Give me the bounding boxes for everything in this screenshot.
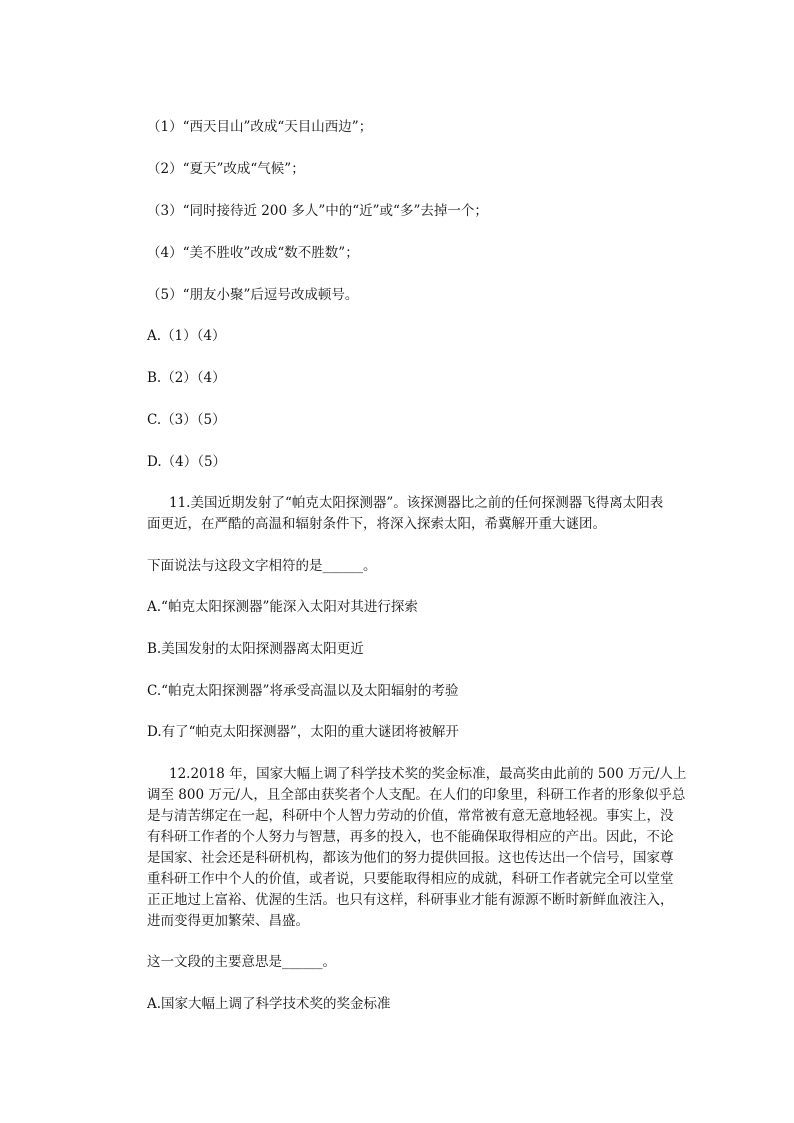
q10-choice-c: C.（3）（5） bbox=[147, 412, 226, 428]
q10-choice-a: A.（1）（4） bbox=[147, 328, 226, 344]
q12-stem-line-3: 是与清苦绑定在一起，科研中个人智力劳动的价值，常常被有意无意地轻视。事实上，没 bbox=[147, 808, 674, 824]
q11-choice-c: C.“帕克太阳探测器”将承受高温以及太阳辐射的考验 bbox=[147, 683, 459, 699]
q11-choice-a: A.“帕克太阳探测器”能深入太阳对其进行探索 bbox=[147, 599, 418, 615]
q11-choice-d: D.有了“帕克太阳探测器”，太阳的重大谜团将被解开 bbox=[147, 724, 459, 740]
q12-stem-line-7: 正正地过上富裕、优渥的生活。也只有这样，科研事业才能有源源不断时新鲜血液注入， bbox=[147, 892, 674, 908]
q12-stem-line-1: 12.2018 年，国家大幅上调了科学技术奖的奖金标准，最高奖由此前的 500 万元/人上 bbox=[169, 766, 687, 782]
q11-choice-b: B.美国发射的太阳探测器离太阳更近 bbox=[147, 641, 364, 657]
q12-prompt: 这一文段的主要意思是______。 bbox=[147, 954, 336, 970]
q12-choice-a: A.国家大幅上调了科学技术奖的奖金标准 bbox=[147, 996, 391, 1012]
q11-stem-line-2: 面更近，在严酷的高温和辐射条件下，将深入探索太阳，希冀解开重大谜团。 bbox=[147, 516, 606, 532]
q12-stem-line-8: 进而变得更加繁荣、昌盛。 bbox=[147, 913, 309, 929]
option-statement-3: （3）“同时接待近 200 多人”中的“近”或“多”去掉一个； bbox=[147, 203, 488, 219]
q12-stem-line-6: 重科研工作中个人的价值，或者说，只要能取得相应的成就，科研工作者就完全可以堂堂 bbox=[147, 871, 674, 887]
q10-choice-b: B.（2）（4） bbox=[147, 370, 226, 386]
q11-stem-line-1: 11.美国近期发射了“帕克太阳探测器”。该探测器比之前的任何探测器飞得离太阳表 bbox=[169, 495, 664, 511]
option-statement-4: （4）“美不胜收”改成“数不胜数”； bbox=[147, 245, 359, 261]
q10-choice-d: D.（4）（5） bbox=[147, 454, 227, 470]
q12-stem-line-2: 调至 800 万元/人，且全部由获奖者个人支配。在人们的印象里，科研工作者的形象似乎总 bbox=[147, 787, 686, 803]
q11-prompt: 下面说法与这段文字相符的是______。 bbox=[147, 558, 377, 574]
q12-stem-line-5: 是国家、社会还是科研机构，都该为他们的努力提供回报。这也传达出一个信号，国家尊 bbox=[147, 850, 674, 866]
option-statement-1: （1）“西天目山”改成“天目山西边”； bbox=[147, 119, 373, 135]
option-statement-5: （5）“朋友小聚”后逗号改成顿号。 bbox=[147, 287, 359, 303]
option-statement-2: （2）“夏天”改成“气候”； bbox=[147, 161, 305, 177]
q12-stem-line-4: 有科研工作者的个人努力与智慧，再多的投入，也不能确保取得相应的产出。因此，不论 bbox=[147, 829, 674, 845]
